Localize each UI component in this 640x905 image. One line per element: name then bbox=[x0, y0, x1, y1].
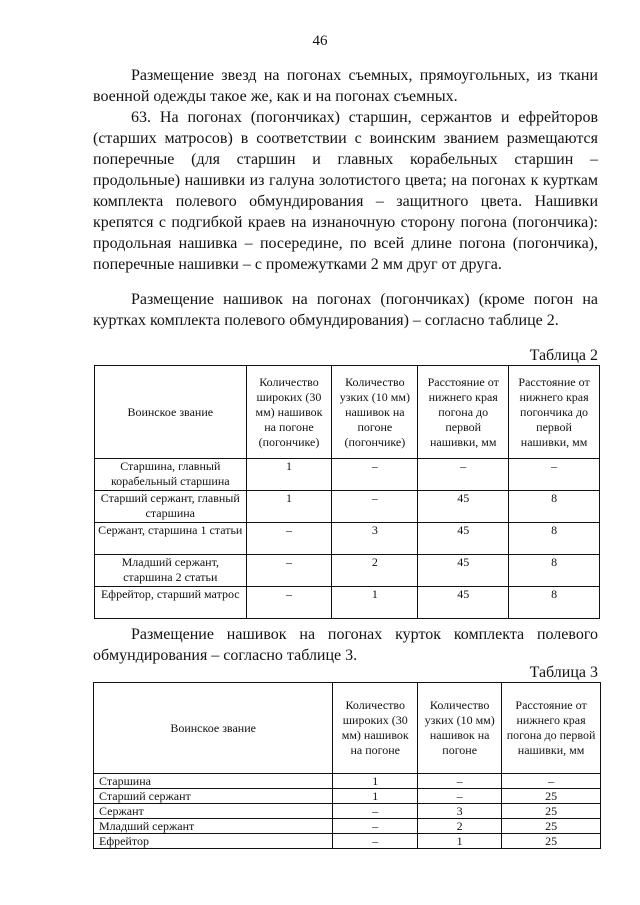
table-row bbox=[94, 834, 601, 849]
table2-caption: Таблица 2 bbox=[529, 347, 598, 364]
table-row bbox=[95, 555, 600, 587]
table-3 bbox=[93, 682, 601, 849]
table-row bbox=[94, 774, 601, 789]
table-cell: 45 bbox=[418, 491, 509, 523]
table-cell: Старший сержант bbox=[94, 789, 333, 804]
table-cell: 25 bbox=[502, 819, 601, 834]
table-cell: 45 bbox=[418, 555, 509, 587]
table-cell: 1 bbox=[418, 834, 502, 849]
table-cell: – bbox=[418, 789, 502, 804]
table3-header-wide: Количество широких (30 мм) нашивок на погоне bbox=[333, 683, 418, 774]
table3-header-row bbox=[94, 683, 601, 774]
table3-header-rank: Воинское звание bbox=[94, 683, 333, 774]
table-cell: Старшина, главный корабельный старшина bbox=[95, 459, 247, 491]
table-cell: Ефрейтор, старший матрос bbox=[95, 587, 247, 619]
table-cell: – bbox=[502, 774, 601, 789]
table-cell: 2 bbox=[332, 555, 418, 587]
table2-header-row bbox=[95, 366, 600, 459]
table2-header-narrow: Количество узких (10 мм) нашивок на погоне (погончике) bbox=[332, 366, 418, 459]
table-cell: 1 bbox=[246, 459, 332, 491]
table-cell: 8 bbox=[509, 587, 600, 619]
table-cell: Сержант bbox=[94, 804, 333, 819]
table-cell: 1 bbox=[246, 491, 332, 523]
table-cell: – bbox=[246, 587, 332, 619]
table-cell: – bbox=[333, 834, 418, 849]
table-cell: 8 bbox=[509, 491, 600, 523]
table-cell: 45 bbox=[418, 523, 509, 555]
table-row bbox=[95, 587, 600, 619]
table-cell: 8 bbox=[509, 523, 600, 555]
paragraph-table3-ref: Размещение нашивок на погонах курток комплекта полевого обмундирования – согласно таблице 3. bbox=[93, 626, 598, 664]
table-cell: 8 bbox=[509, 555, 600, 587]
paragraph-table2-ref: Размещение нашивок на погонах (погончиках) (кроме погон на куртках комплекта полевого обмундирования) – согласно таблице 2. bbox=[93, 291, 598, 329]
table-cell: – bbox=[332, 491, 418, 523]
table3-header-distance: Расстояние от нижнего края погона до первой нашивки, мм bbox=[502, 683, 601, 774]
table2-header-wide: Количество широких (30 мм) нашивок на погоне (погончике) bbox=[246, 366, 332, 459]
table-cell: 25 bbox=[502, 834, 601, 849]
table-row bbox=[94, 819, 601, 834]
table-row bbox=[95, 459, 600, 491]
table-cell: 2 bbox=[418, 819, 502, 834]
table-cell: 3 bbox=[418, 804, 502, 819]
table-row bbox=[94, 804, 601, 819]
table-cell: Младший сержант, старшина 2 статьи bbox=[95, 555, 247, 587]
table-cell: Старшина bbox=[94, 774, 333, 789]
table-cell: – bbox=[418, 459, 509, 491]
paragraph-star-placement: Размещение звезд на погонах съемных, прямоугольных, из ткани военной одежды такое же, как и на погонах съемных. bbox=[93, 67, 598, 105]
table-row bbox=[95, 491, 600, 523]
table2-header-distance-pogonchik: Расстояние от нижнего края погончика до первой нашивки, мм bbox=[509, 366, 600, 459]
table-cell: 1 bbox=[333, 774, 418, 789]
table-cell: – bbox=[333, 819, 418, 834]
paragraph-63: 63. На погонах (погончиках) старшин, сержантов и ефрейторов (старших матросов) в соответствии с воинским званием размещаются поперечные (для старшин и главных корабельных старшин – продольные) нашивки из галуна золотистого цвета; на погонах к курткам комплекта полевого обмундирования – защитного цвета. Нашивки крепятся с подгибкой краев на изнаночную сторону погона (погончика): продольная нашивка – посередине, по всей длине погона (погончика), поперечные нашивки – с промежутками 2 мм друг от друга. bbox=[93, 109, 598, 273]
table3-caption: Таблица 3 bbox=[529, 664, 598, 681]
table-cell: Сержант, старшина 1 статьи bbox=[95, 523, 247, 555]
table-row bbox=[95, 523, 600, 555]
table-2 bbox=[94, 365, 600, 619]
table-cell: – bbox=[509, 459, 600, 491]
table-cell: – bbox=[246, 555, 332, 587]
table-cell: 25 bbox=[502, 804, 601, 819]
table-row bbox=[94, 789, 601, 804]
table-cell: – bbox=[418, 774, 502, 789]
table-cell: Старший сержант, главный старшина bbox=[95, 491, 247, 523]
table-cell: 1 bbox=[333, 789, 418, 804]
table-cell: 1 bbox=[332, 587, 418, 619]
page-number: 46 bbox=[312, 33, 328, 49]
table-cell: – bbox=[332, 459, 418, 491]
table-cell: Младший сержант bbox=[94, 819, 333, 834]
table2-header-rank: Воинское звание bbox=[95, 366, 247, 459]
table-cell: 45 bbox=[418, 587, 509, 619]
table2-header-distance-pogon: Расстояние от нижнего края погона до первой нашивки, мм bbox=[418, 366, 509, 459]
table-cell: 25 bbox=[502, 789, 601, 804]
table-cell: – bbox=[246, 523, 332, 555]
table3-header-narrow: Количество узких (10 мм) нашивок на погоне bbox=[418, 683, 502, 774]
table-cell: 3 bbox=[332, 523, 418, 555]
table-cell: Ефрейтор bbox=[94, 834, 333, 849]
table-cell: – bbox=[333, 804, 418, 819]
